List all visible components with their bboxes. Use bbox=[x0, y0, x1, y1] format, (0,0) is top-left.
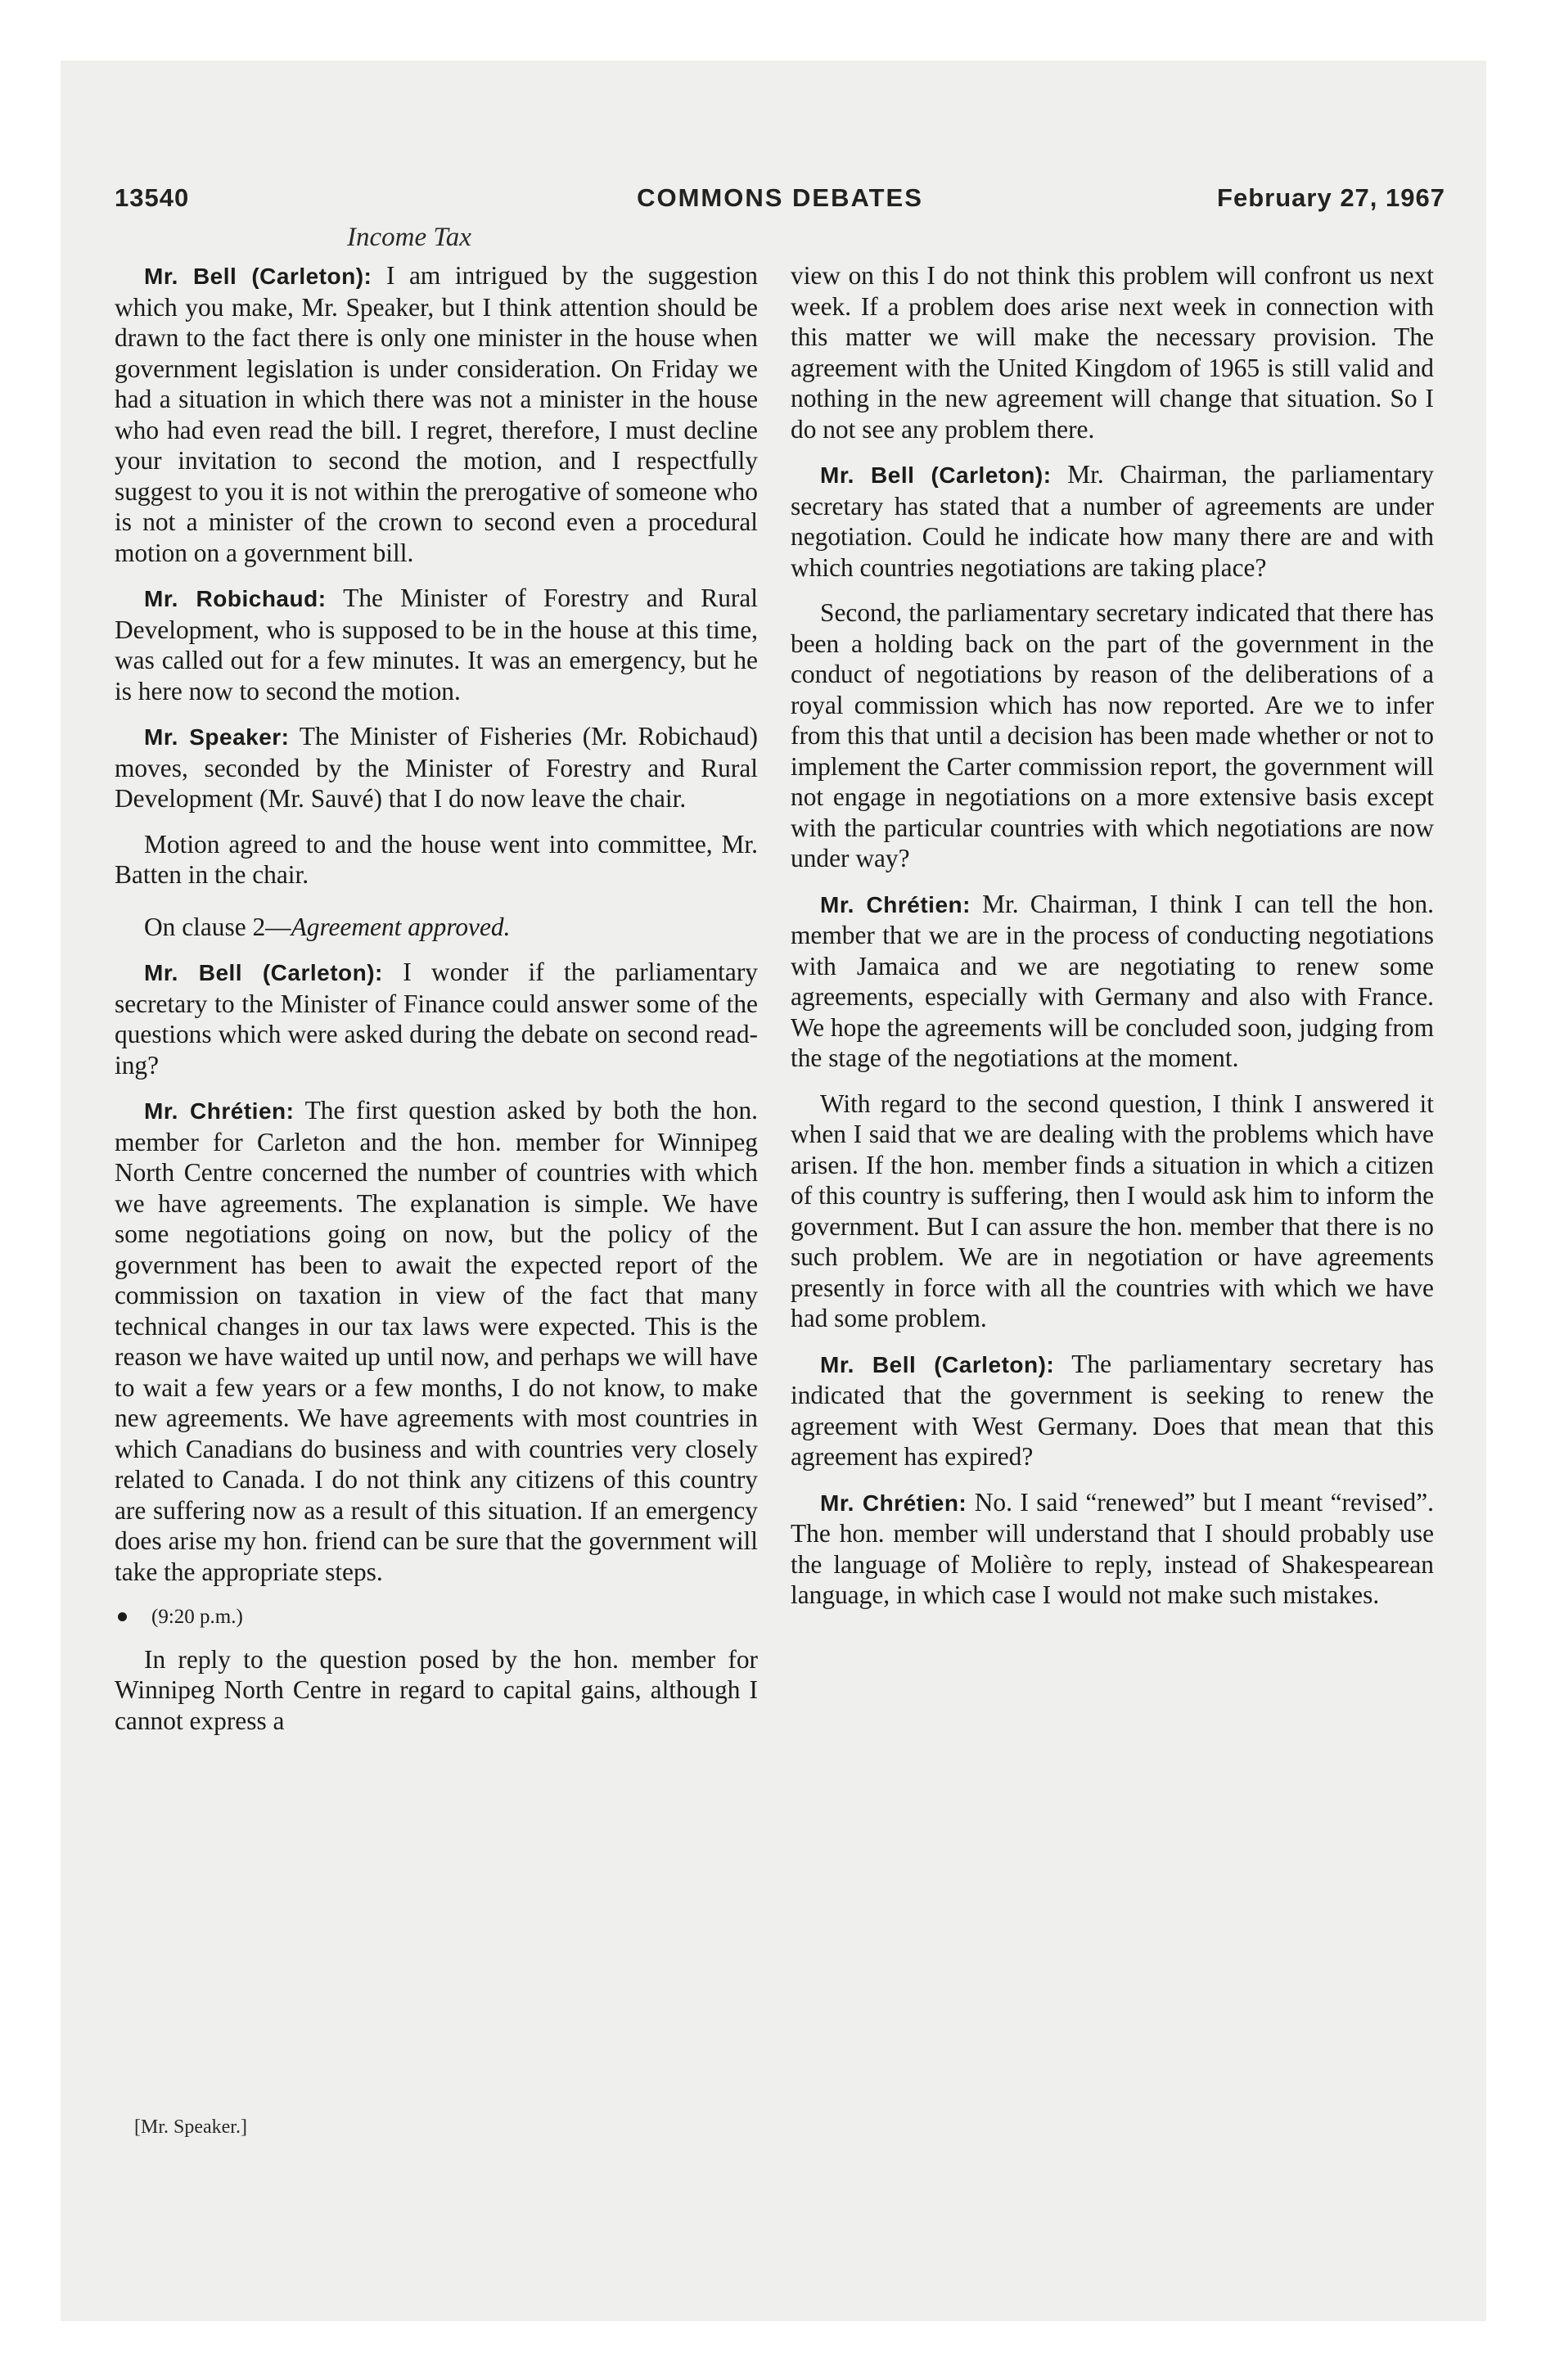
page-header bbox=[115, 183, 1445, 224]
speaker-name: Mr. Bell (Carleton): bbox=[820, 1351, 1055, 1377]
paragraph-text: The Minister of Fisheries (Mr. Robichaud) moves, seconded by the Minister of Forestry and Rural Development (Mr. Sauvé) that I do now leave the chair. bbox=[115, 722, 758, 813]
clause-prefix: On clause 2— bbox=[144, 912, 291, 941]
paragraph bbox=[791, 1089, 1434, 1334]
publication-date: February 27, 1967 bbox=[1217, 183, 1445, 212]
paragraph bbox=[115, 260, 758, 568]
paragraph-text: The parliamentary secretary has indicated that the government is seeking to renew the agreement with West Germany. Does that mean that this agreement has expired? bbox=[791, 1349, 1434, 1471]
time-stamp bbox=[115, 1602, 758, 1633]
paragraph bbox=[791, 459, 1434, 583]
right-column bbox=[791, 260, 1434, 1625]
speaker-name: Mr. Chrétien: bbox=[820, 891, 971, 917]
speaker-name: Mr. Bell (Carleton): bbox=[144, 960, 383, 985]
paragraph bbox=[791, 889, 1434, 1074]
speaker-name: Mr. Robichaud: bbox=[144, 586, 327, 611]
bullet-dot-icon bbox=[118, 1612, 127, 1621]
paragraph-text: No. I said “renewed” but I meant “revised”. The hon. member will understand that I should probably use the language of Molière to reply, instead of Shakespearean language, in which case I would not make such mistakes. bbox=[791, 1487, 1434, 1609]
speaker-name: Mr. Speaker: bbox=[144, 724, 290, 750]
paragraph bbox=[115, 721, 758, 814]
paragraph bbox=[115, 1644, 758, 1737]
speaker-name: Mr. Chrétien: bbox=[144, 1098, 295, 1124]
paragraph-text: Second, the parliamentary secretary indicated that there has been a holding back on the part of the government in the conduct of negotiations by reason of the deliberations of a royal commission which has now reported. Are we to infer from this that until a decision has been made whether or not to implement the Carter commission report, the government will not engage in negotiations on a more extensive basis except with the particular countries with which negotiations are now under way? bbox=[791, 598, 1434, 872]
paragraph bbox=[115, 957, 758, 1080]
paragraph-text: The first question asked by both the hon. member for Carleton and the hon. member for Winnipeg North Centre concerned the number of countries with which we have agreements. The explanation is simple. We have some negotiations going on now, but the policy of the government has been to await the expected report of the commission on taxation in view of the fact that many technical changes in our tax laws were expected. This is the reason we have waited up until now, and perhaps we will have to wait a few years or a few months, I do not know, to make new agreements. We have agreements with most countries in which Canadians do business and with countries very closely related to Canada. I do not think any citizens of this country are suffering now as a result of this situation. If an emergency does arise my hon. friend can be sure that the government will take the appropriate steps. bbox=[115, 1096, 758, 1586]
paragraph-text: view on this I do not think this problem will confront us next week. If a problem does arise next week in connection with this matter we will make the necessary provision. The agreement with the United Kingdom of 1965 is still valid and nothing in the new agreement will change that situation. So I do not see any problem there. bbox=[791, 261, 1434, 444]
paragraph bbox=[791, 597, 1434, 874]
speaker-footer: [Mr. Speaker.] bbox=[134, 2116, 247, 2138]
paragraph-text: I am intrigued by the suggestion which you make, Mr. Speaker, but I think attention should be drawn to the fact there is only one minister in the house when government legislation is under consideration. On Friday we had a situation in which there was not a minister in the house who had even read the bill. I regret, therefore, I must decline your invitation to second the motion, and I respectfully suggest to you it is not within the prerogative of someone who is not a minister of the crown to second even a procedural motion on a government bill. bbox=[115, 261, 758, 567]
clause-heading bbox=[115, 912, 758, 943]
paragraph-text: In reply to the question posed by the hon. member for Winnipeg North Centre in regard to capital gains, although I cannot express a bbox=[115, 1644, 758, 1735]
speaker-name: Mr. Bell (Carleton): bbox=[144, 264, 372, 289]
paragraph-text: Mr. Chairman, the parliamentary secretary has stated that a number of agreements are under negotiation. Could he indicate how many there are and with which countries negotiations are taking place? bbox=[791, 460, 1434, 582]
speaker-name: Mr. Chrétien: bbox=[820, 1490, 967, 1516]
running-title: Income Tax bbox=[347, 223, 471, 252]
speaker-name: Mr. Bell (Carleton): bbox=[820, 462, 1052, 488]
paragraph-text: Motion agreed to and the house went into committee, Mr. Batten in the chair. bbox=[115, 829, 758, 889]
paragraph bbox=[115, 829, 758, 890]
paragraph-text: With regard to the second question, I think I answered it when I said that we are dealing with the problems which have arisen. If the hon. member finds a situation in which a citizen of this country is suffering, then I would ask him to inform the government. But I can assure the hon. member that there is no such problem. We are in negotiation or have agreements presently in force with all the countries with which we have had some problem. bbox=[791, 1089, 1434, 1332]
left-column bbox=[115, 260, 758, 1751]
time-stamp-text: (9:20 p.m.) bbox=[151, 1606, 243, 1628]
page-number: 13540 bbox=[115, 183, 190, 212]
clause-title: Agreement approved. bbox=[291, 912, 511, 941]
paragraph bbox=[791, 260, 1434, 444]
paragraph-text: Mr. Chairman, I think I can tell the hon. member that we are in the process of conducting negotiations with Jamaica and we are negotiating to renew some agreements, especially with Germany and also with France. We hope the agreements will be concluded soon, judging from the stage of the negotiations at the moment. bbox=[791, 889, 1434, 1072]
paragraph bbox=[115, 583, 758, 706]
paragraph bbox=[115, 1095, 758, 1587]
publication-title: COMMONS DEBATES bbox=[637, 183, 923, 212]
paragraph-text: I wonder if the parliamentary secretary to the Minister of Finance could answer some of the questions which were asked during the debate on second reading? bbox=[115, 958, 758, 1080]
paragraph bbox=[791, 1487, 1434, 1611]
paragraph bbox=[791, 1349, 1434, 1472]
paragraph-text: The Minister of Forestry and Rural Development, who is supposed to be in the house at this time, was called out for a few minutes. It was an emergency, but he is here now to second the motion. bbox=[115, 584, 758, 705]
